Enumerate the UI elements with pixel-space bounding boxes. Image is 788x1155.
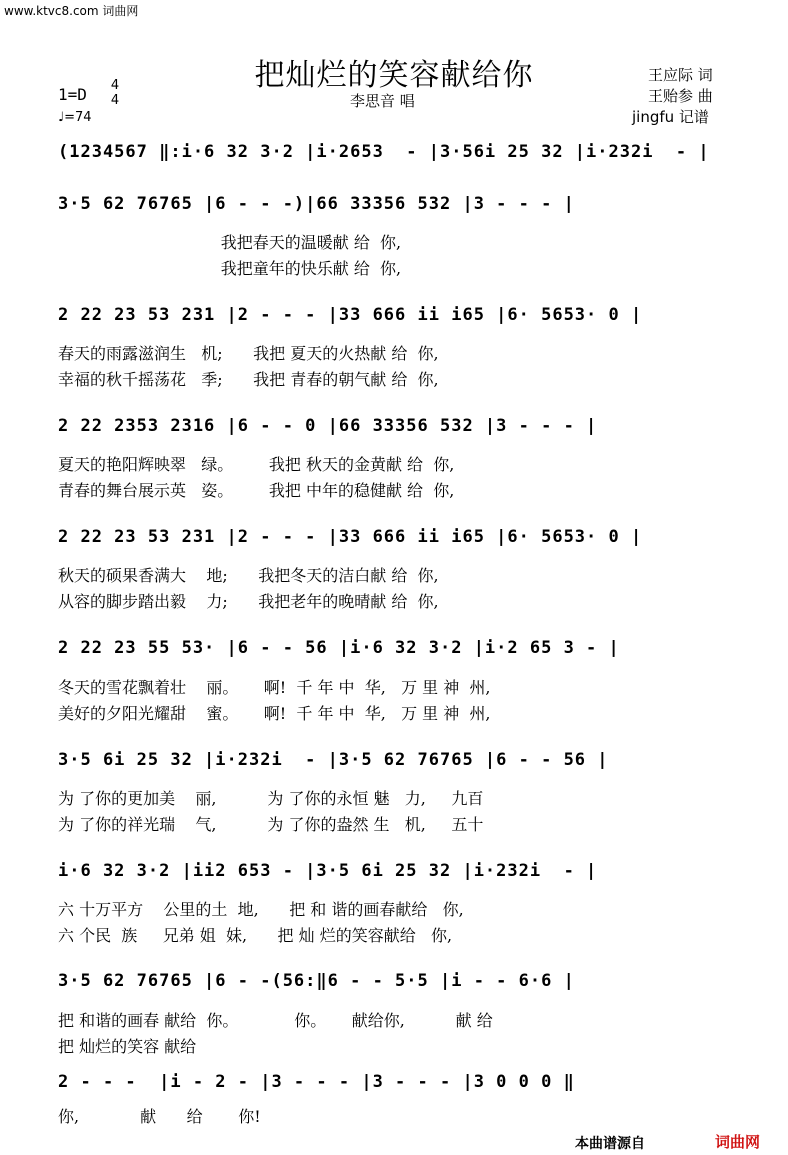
transcriber-credit: jingfu 记谱 [632,108,709,126]
score-line-4: 2 22 2353 2316 |6 - - 0 |66 33356 532 |3 - - - | [58,416,598,436]
time-signature [108,78,122,108]
lyric-line-4b: 青春的舞台展示英 姿。 我把 中年的稳健献 给 你, [58,481,455,500]
lyric-line-10a: 你, 献 给 你! [58,1107,261,1126]
lyric-line-2b: 我把童年的快乐献 给 你, [58,259,402,278]
score-line-2: 3·5 62 76765 |6 - - -)|66 33356 532 |3 - - - | [58,194,575,214]
lyric-line-5b: 从容的脚步踏出毅 力; 我把老年的晚晴献 给 你, [58,592,439,611]
lyric-line-3a: 春天的雨露滋润生 机; 我把 夏天的火热献 给 你, [58,344,439,363]
lyric-line-2a: 我把春天的温暖献 给 你, [58,233,402,252]
score-line-5: 2 22 23 53 231 |2 - - - |33 666 ii i65 |6· 5653· 0 | [58,527,643,547]
song-title: 把灿烂的笑容献给你 [254,58,534,93]
score-line-10: 2 - - - |i - 2 - |3 - - - |3 - - - |3 0 0 0 ‖ [58,1072,575,1092]
lyricist-credit: 王应际 词 [648,66,713,84]
score-line-8: i·6 32 3·2 |ii2 653 - |3·5 6i 25 32 |i·232i - | [58,861,598,881]
lyric-line-7b: 为 了你的祥光瑞 气, 为 了你的盎然 生 机, 五十 [58,815,484,834]
score-line-6: 2 22 23 55 53· |6 - - 56 |i·6 32 3·2 |i·2 65 3 - | [58,638,620,658]
score-line-9: 3·5 62 76765 |6 - -(56:‖6 - - 5·5 |i - - 6·6 | [58,971,575,991]
composer-credit: 王贻参 曲 [648,87,713,105]
tempo-marking: ♩=74 [58,110,92,125]
singer-credit: 李思音 唱 [350,92,415,110]
lyric-line-4a: 夏天的艳阳辉映翠 绿。 我把 秋天的金黄献 给 你, [58,455,455,474]
score-line-7: 3·5 6i 25 32 |i·232i - |3·5 62 76765 |6 - - 56 | [58,750,609,770]
lyric-line-7a: 为 了你的更加美 丽, 为 了你的永恒 魅 力, 九百 [58,789,484,808]
lyric-line-5a: 秋天的硕果香满大 地; 我把冬天的洁白献 给 你, [58,566,439,585]
lyric-line-6a: 冬天的雪花飘着壮 丽。 啊! 千 年 中 华, 万 里 神 州, [58,678,491,697]
score-line-3: 2 22 23 53 231 |2 - - - |33 666 ii i65 |6· 5653· 0 | [58,305,643,325]
footer-source-text: 本曲谱源自 [575,1136,645,1152]
site-watermark: www.ktvc8.com 词曲网 [4,4,139,18]
lyric-line-6b: 美好的夕阳光耀甜 蜜。 啊! 千 年 中 华, 万 里 神 州, [58,704,491,723]
lyric-line-8a: 六 十万平方 公里的土 地, 把 和 谐的画春献给 你, [58,900,464,919]
lyric-line-3b: 幸福的秋千摇荡花 季; 我把 青春的朝气献 给 你, [58,370,439,389]
footer-brand-logo: 词曲网 [715,1133,761,1151]
time-bottom: 4 [110,93,120,108]
lyric-line-9a: 把 和谐的画春 献给 你。 你。 献给你, 献 给 [58,1011,493,1030]
lyric-line-9b: 把 灿烂的笑容 献给 [58,1037,197,1056]
score-line-1: (1234567 ‖:i·6 32 3·2 |i·2653 - |3·56i 25 32 |i·232i - | [58,142,710,162]
time-top: 4 [110,78,120,93]
key-signature: 1=D [58,85,87,104]
lyric-line-8b: 六 个民 族 兄弟 姐 妹, 把 灿 烂的笑容献给 你, [58,926,453,945]
